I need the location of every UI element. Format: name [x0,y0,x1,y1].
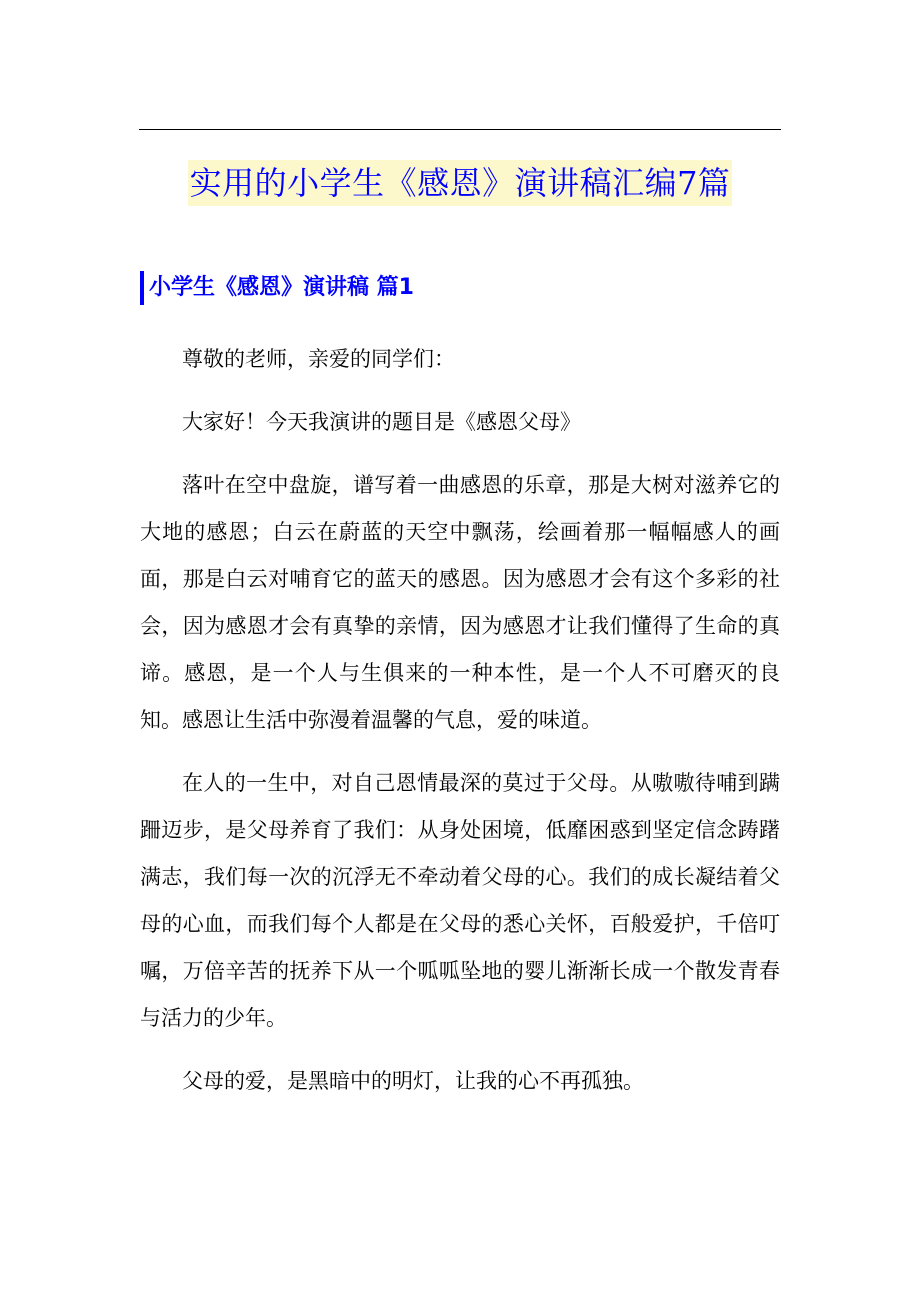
section-heading: 小学生《感恩》演讲稿 篇1 [140,271,414,305]
paragraph-intro: 大家好！今天我演讲的题目是《感恩父母》 [182,410,581,434]
body-text [140,336,780,1121]
paragraph-3: 父母的爱，是黑暗中的明灯，让我的心不再孤独。 [182,1069,644,1093]
paragraph-2: 在人的一生中，对自己恩情最深的莫过于父母。从嗷嗷待哺到蹒跚迈步，是父母养育了我们：从身处困境，低靡困惑到坚定信念踌躇满志，我们每一次的沉浮无不牵动着父母的心。我们的成长凝结着父母的心血，而我们每个人都是在父母的悉心关怀，百般爱护，千倍叮嘱，万倍辛苦的抚养下从一个呱呱坠地的婴儿渐渐长成一个散发青春与活力的少年。 [140,771,780,1030]
paragraph-greeting: 尊敬的老师，亲爱的同学们： [182,347,455,371]
paragraph-1: 落叶在空中盘旋，谱写着一曲感恩的乐章，那是大树对滋养它的大地的感恩；白云在蔚蓝的天空中飘荡，绘画着那一幅幅感人的画面，那是白云对哺育它的蓝天的感恩。因为感恩才会有这个多彩的社会，因为感恩才会有真挚的亲情，因为感恩才让我们懂得了生命的真谛。感恩，是一个人与生俱来的一种本性，是一个人不可磨灭的良知。感恩让生活中弥漫着温馨的气息，爱的味道。 [140,473,780,732]
document-title: 实用的小学生《感恩》演讲稿汇编7篇 [188,160,733,206]
top-divider [139,129,781,130]
title-container [0,160,920,206]
